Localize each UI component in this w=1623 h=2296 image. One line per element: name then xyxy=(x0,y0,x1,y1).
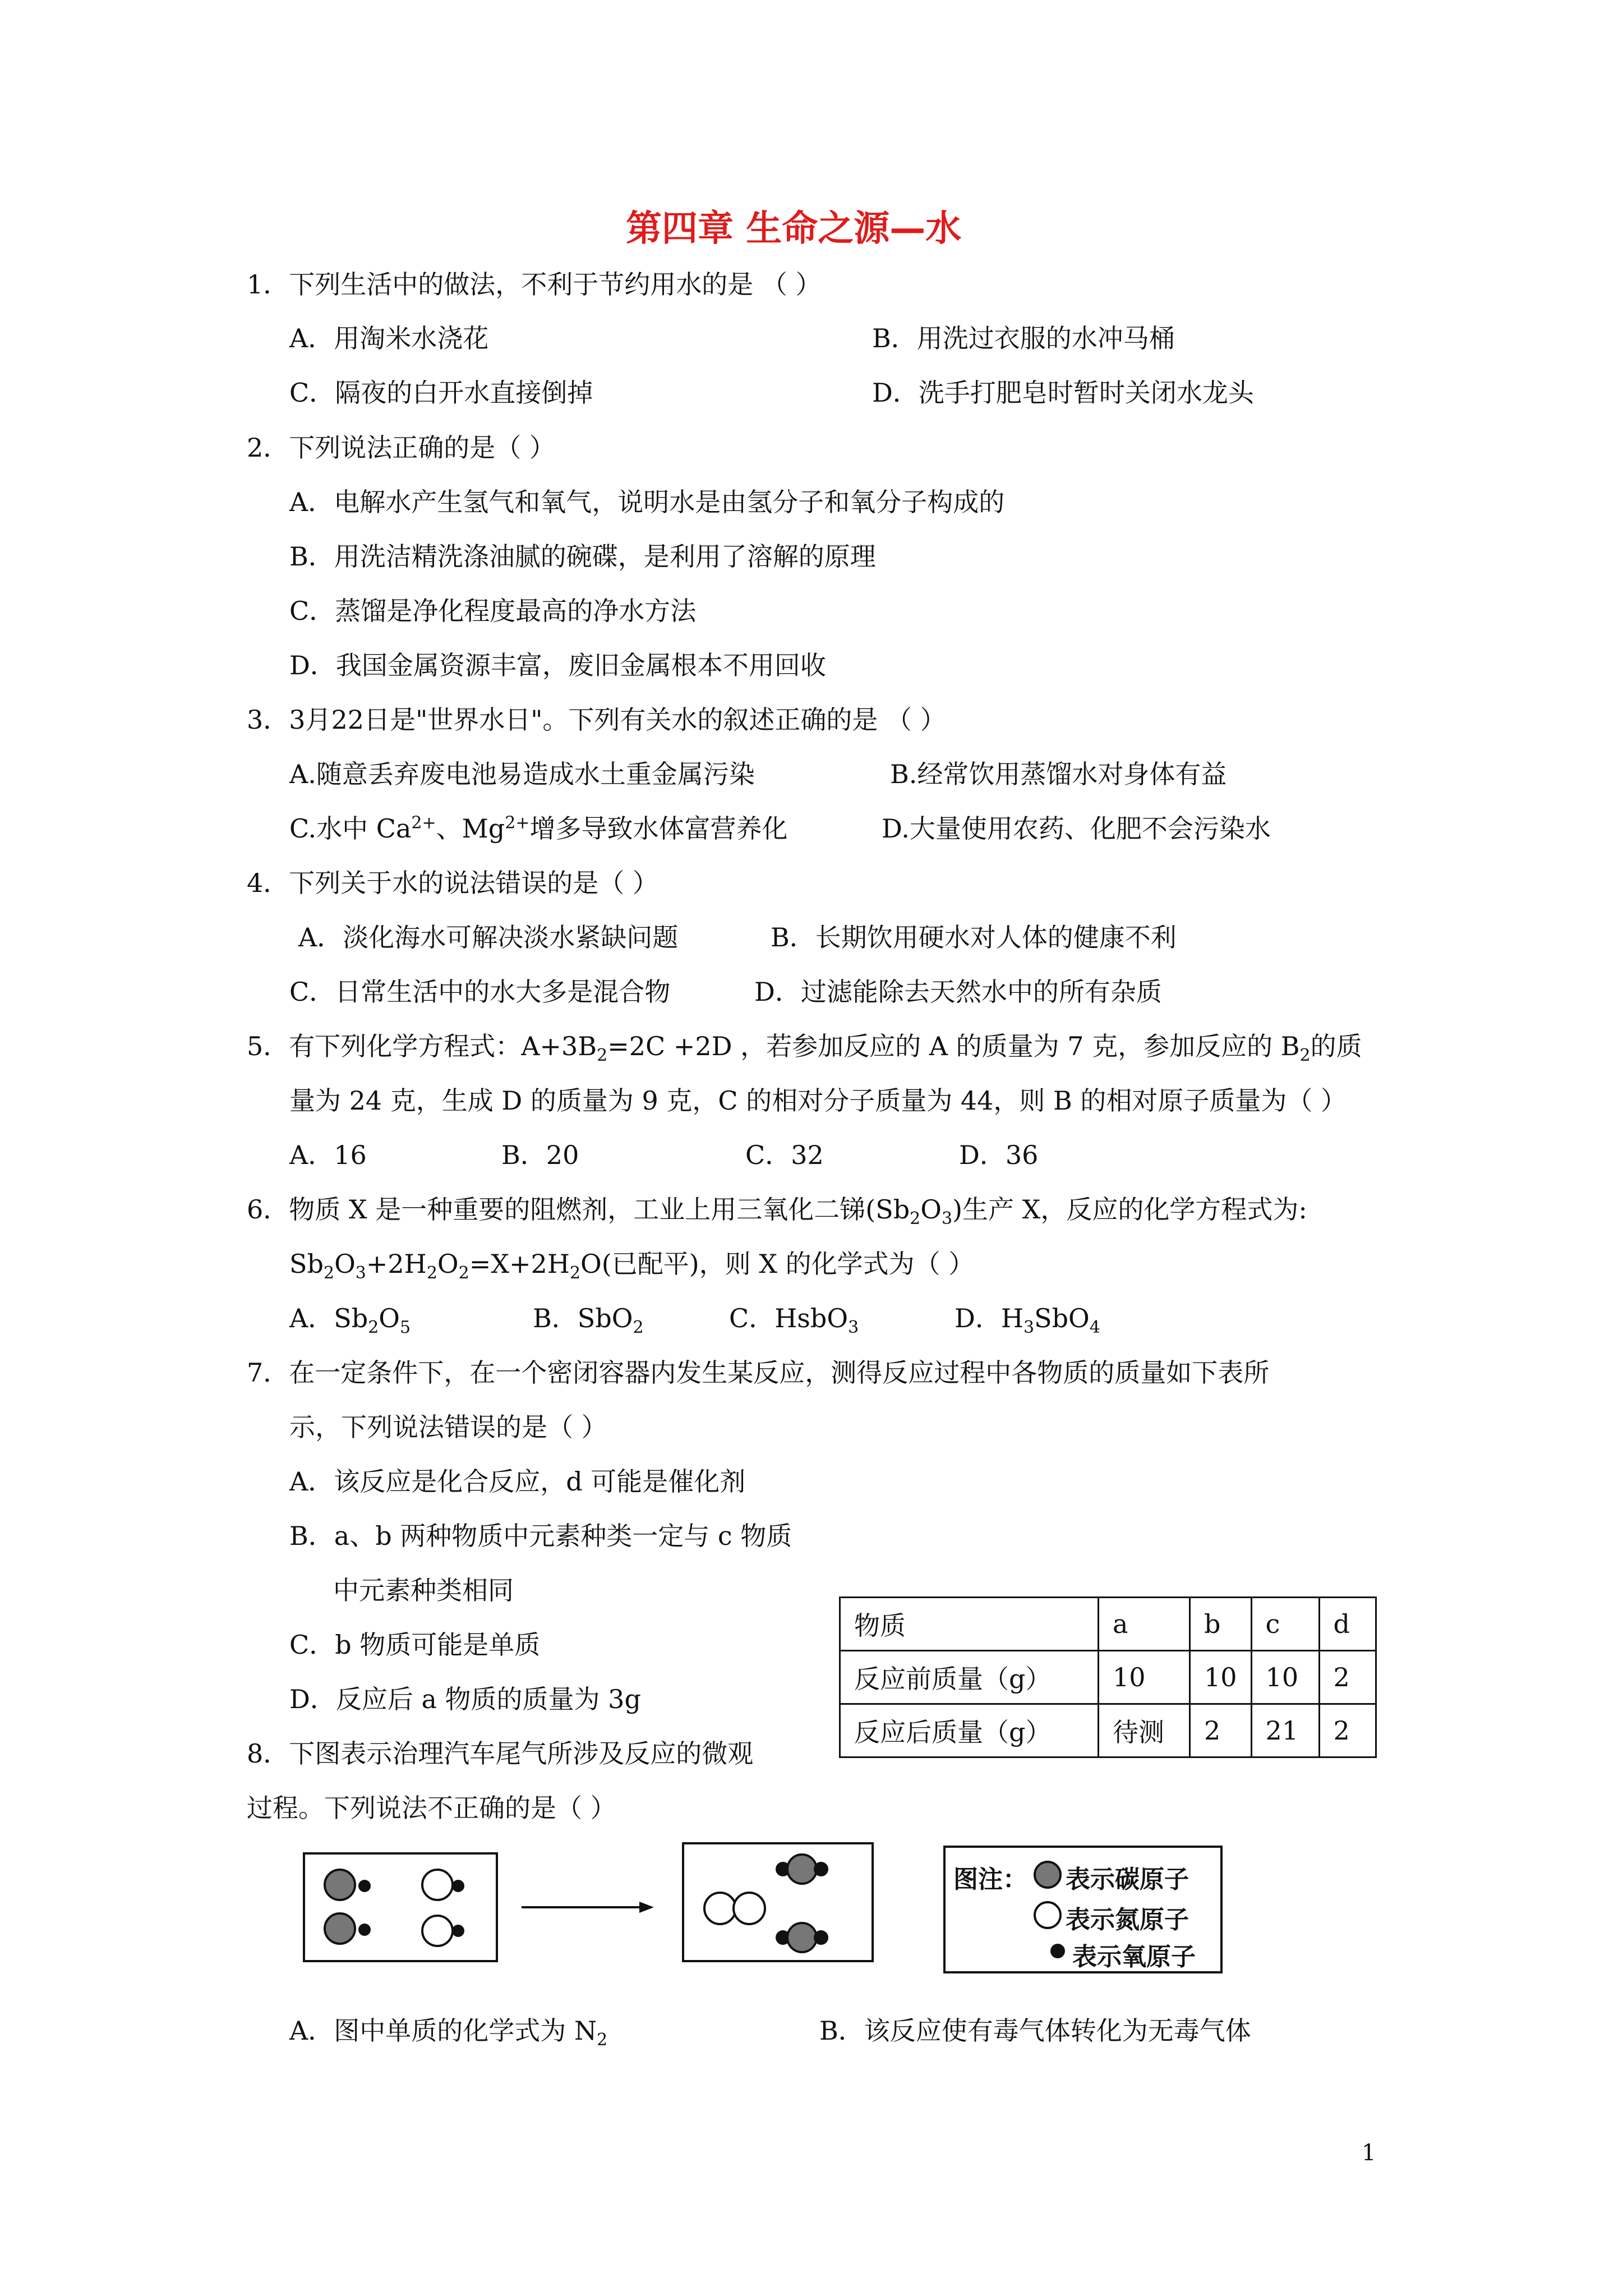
table-cell: 10 xyxy=(1190,1651,1252,1704)
legend-oxygen-label: 表示氧原子 xyxy=(1072,1943,1196,1971)
q1-option-a: A．用淘米水浇花 xyxy=(289,323,489,353)
q3-option-c: C.水中 $Ca^{2+}$、$Mg^{2+}$增多导致水体富营养化 xyxy=(289,813,788,844)
q5-stem-line2: 量为 24 克，生成 D 的质量为 9 克，C 的相对分子质量为 44，则 B 的相对原子质量为（ ） xyxy=(289,1085,1347,1116)
q7-option-b-line2: 中元素种类相同 xyxy=(333,1575,514,1605)
table-cell: a xyxy=(1099,1598,1190,1651)
q3-option-d: D.大量使用农药、化肥不会污染水 xyxy=(882,813,1271,844)
oxygen-atom xyxy=(358,1924,371,1936)
table-cell: 2 xyxy=(1190,1704,1252,1757)
table-cell: 待测 xyxy=(1099,1704,1190,1757)
reaction-arrow xyxy=(522,1896,656,1918)
q8-option-a: A．图中单质的化学式为 $N_2$ xyxy=(289,2016,608,2050)
carbon-atom xyxy=(787,1855,817,1884)
q7-stem-line2: 示，下列说法错误的是（ ） xyxy=(289,1412,607,1442)
q4-stem: 4．下列关于水的说法错误的是（ ） xyxy=(247,868,658,898)
table-cell: 2 xyxy=(1319,1704,1376,1757)
oxygen-atom xyxy=(358,1880,371,1892)
table-cell: c xyxy=(1251,1598,1319,1651)
q4-option-c: C．日常生活中的水大多是混合物 xyxy=(289,977,671,1007)
q4-option-a: A．淡化海水可解决淡水紧缺问题 xyxy=(298,922,679,953)
q6-stem-line1: 6．物质 X 是一种重要的阻燃剂，工业上用三氧化二锑$(Sb_2O_3)$生产 X，反应的化学方程式为: xyxy=(247,1194,1307,1229)
q7-option-c: C．b 物质可能是单质 xyxy=(289,1630,541,1660)
q1-option-d: D．洗手打肥皂时暂时关闭水龙头 xyxy=(872,378,1254,408)
carbon-atom xyxy=(325,1913,355,1944)
q6-option-d: D．$H_3SbO_4$ xyxy=(955,1303,1100,1338)
q2-stem: 2．下列说法正确的是（ ） xyxy=(247,432,555,463)
table-cell: 物质 xyxy=(840,1598,1099,1651)
legend-carbon-label: 表示碳原子 xyxy=(1066,1865,1189,1894)
q7-option-a: A．该反应是化合反应，d 可能是催化剂 xyxy=(289,1466,746,1497)
q5-option-b: B．20 xyxy=(501,1140,579,1170)
legend-title: 图注： xyxy=(953,1865,1027,1894)
q8-stem-line2: 过程。下列说法不正确的是（ ） xyxy=(247,1793,616,1823)
oxygen-atom xyxy=(814,1930,828,1945)
legend-box xyxy=(943,1846,1223,1973)
q8-option-b: B．该反应使有毒气体转化为无毒气体 xyxy=(819,2016,1251,2046)
reactants-box xyxy=(303,1852,498,1962)
carbon-atom xyxy=(325,1870,355,1900)
q6-option-c: C．HsbO$_3$ xyxy=(729,1303,859,1338)
q2-option-b: B．用洗洁精洗涤油腻的碗碟，是利用了溶解的原理 xyxy=(289,541,876,572)
product-molecules xyxy=(684,1844,872,1960)
q3-option-b: B.经常饮用蒸馏水对身体有益 xyxy=(890,759,1227,789)
q4-option-d: D．过滤能除去天然水中的所有杂质 xyxy=(754,977,1162,1007)
legend-oxygen-icon xyxy=(1048,1941,1068,1961)
q3-stem: 3．3月22日是"世界水日"。下列有关水的叙述正确的是 （ ） xyxy=(247,705,946,735)
oxygen-atom xyxy=(814,1862,828,1876)
q8-stem-line1: 8．下图表示治理汽车尾气所涉及反应的微观 xyxy=(247,1738,754,1769)
q5-option-d: D．36 xyxy=(959,1140,1039,1170)
table-row xyxy=(840,1651,1376,1704)
nitrogen-atom xyxy=(704,1893,736,1924)
q2-option-d: D．我国金属资源丰富，废旧金属根本不用回收 xyxy=(289,650,826,680)
q5-stem-line1: 5．有下列化学方程式：$A+3B_2=2C +2D$ ，若参加反应的 A 的质量为 7 克，参加反应的 $B_2$的质 xyxy=(247,1031,1362,1066)
table-cell: b xyxy=(1190,1598,1252,1651)
table-cell: 反应前质量（g） xyxy=(840,1651,1099,1704)
q2-option-c: C．蒸馏是净化程度最高的净水方法 xyxy=(289,596,697,626)
page-title: 第四章 生命之源—水 xyxy=(626,208,962,250)
table-row xyxy=(840,1704,1376,1757)
products-box xyxy=(682,1842,874,1962)
q7-option-d: D．反应后 a 物质的质量为 3g xyxy=(289,1684,641,1714)
table-cell: 21 xyxy=(1251,1704,1319,1757)
legend-carbon-icon xyxy=(1032,1859,1063,1890)
nitrogen-atom xyxy=(422,1916,453,1946)
oxygen-atom xyxy=(452,1925,464,1937)
table-cell: 10 xyxy=(1251,1651,1319,1704)
q2-option-a: A．电解水产生氢气和氧气，说明水是由氢分子和氧分子构成的 xyxy=(289,487,1005,517)
table-cell: 10 xyxy=(1099,1651,1190,1704)
q4-option-b: B．长期饮用硬水对人体的健康不利 xyxy=(771,922,1177,953)
q6-option-a: A．$Sb_2O_5$ xyxy=(289,1303,411,1338)
table-header-row xyxy=(840,1598,1376,1651)
q7-stem-line1: 7．在一定条件下，在一个密闭容器内发生某反应，测得反应过程中各物质的质量如下表所 xyxy=(247,1358,1270,1388)
nitrogen-atom xyxy=(422,1870,453,1900)
oxygen-atom xyxy=(452,1880,464,1892)
q6-stem-line2: $Sb_2O_3+2H_2O_2=X+2H_2O$(已配平)，则 X 的化学式为（ ） xyxy=(289,1249,975,1283)
page-number: 1 xyxy=(1362,2140,1376,2166)
table-cell: 反应后质量（g） xyxy=(840,1704,1099,1757)
legend-nitrogen-icon xyxy=(1032,1899,1063,1931)
legend-nitrogen-label: 表示氮原子 xyxy=(1066,1906,1189,1934)
q1-option-c: C．隔夜的白开水直接倒掉 xyxy=(289,378,593,408)
q5-option-a: A．16 xyxy=(289,1140,367,1170)
reactant-molecules xyxy=(305,1855,496,1960)
q1-option-b: B．用洗过衣服的水冲马桶 xyxy=(872,323,1175,353)
q1-stem: 1．下列生活中的做法，不利于节约用水的是 （ ） xyxy=(247,269,822,300)
table-cell: d xyxy=(1319,1598,1376,1651)
q7-option-b-line1: B．a、b 两种物质中元素种类一定与 c 物质 xyxy=(289,1521,792,1551)
q6-option-b: B．SbO$_2$ xyxy=(533,1303,644,1338)
mass-table xyxy=(839,1596,1377,1758)
table-cell: 2 xyxy=(1319,1651,1376,1704)
carbon-atom xyxy=(787,1923,817,1952)
q5-option-c: C．32 xyxy=(745,1140,824,1170)
nitrogen-atom xyxy=(734,1893,765,1924)
q3-option-a: A.随意丢弃废电池易造成水土重金属污染 xyxy=(289,759,755,789)
